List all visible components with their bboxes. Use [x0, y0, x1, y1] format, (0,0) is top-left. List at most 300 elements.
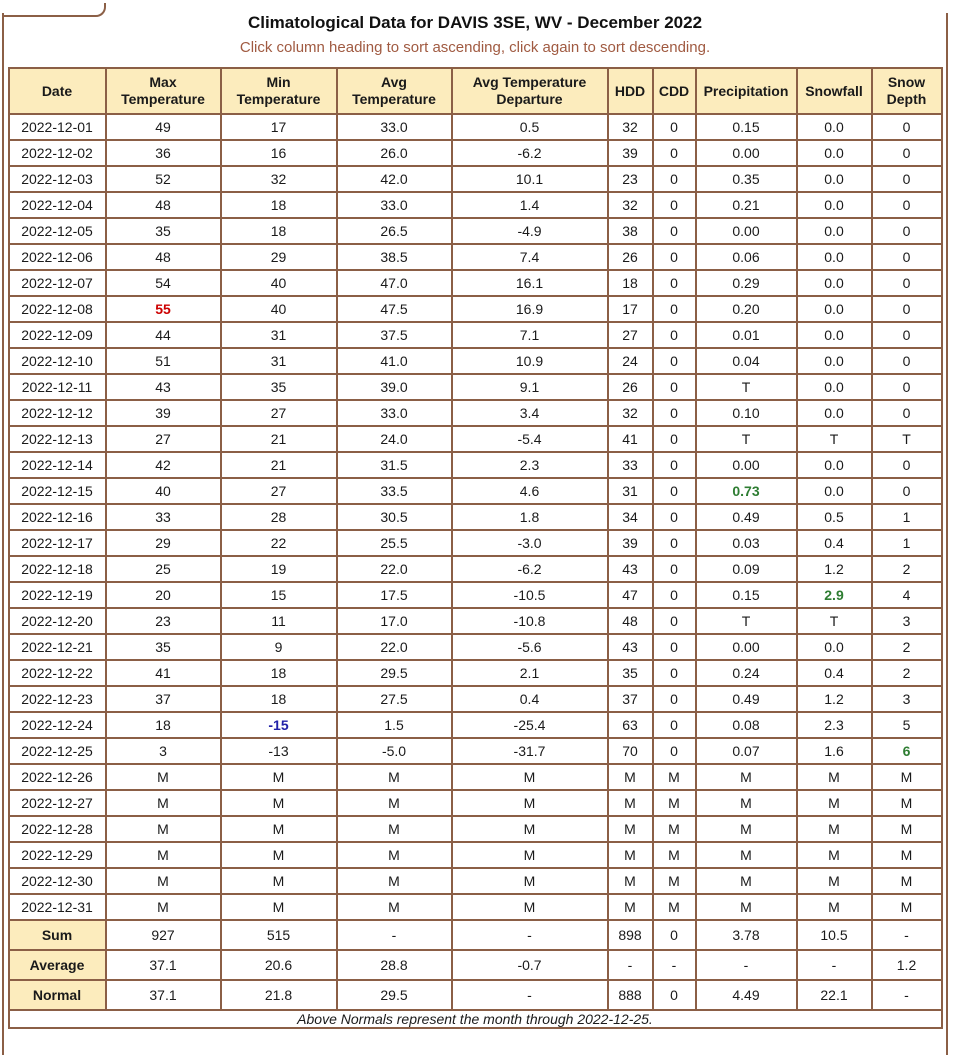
summary-row-normal: [9, 980, 942, 1010]
value-cell: 35: [608, 660, 653, 686]
value-cell: M: [653, 868, 696, 894]
value-cell: 28: [221, 504, 337, 530]
summary-value-cell: -: [608, 950, 653, 980]
value-cell: 37: [608, 686, 653, 712]
value-cell: 48: [608, 608, 653, 634]
value-cell: -31.7: [452, 738, 608, 764]
value-cell: 39: [608, 140, 653, 166]
table-row: [9, 556, 942, 582]
value-cell: 18: [221, 660, 337, 686]
value-cell: 3: [872, 608, 942, 634]
value-cell: 0: [653, 166, 696, 192]
column-header-avg-temperature[interactable]: Avg Temperature: [337, 68, 452, 114]
value-cell: 23: [608, 166, 653, 192]
value-cell: M: [337, 868, 452, 894]
value-cell: 0: [872, 400, 942, 426]
value-cell: M: [608, 790, 653, 816]
value-cell: 1.8: [452, 504, 608, 530]
value-cell: 26: [608, 244, 653, 270]
value-cell: -6.2: [452, 556, 608, 582]
value-cell: -5.6: [452, 634, 608, 660]
value-cell: 0.0: [797, 192, 872, 218]
table-row: [9, 244, 942, 270]
value-cell: 19: [221, 556, 337, 582]
summary-value-cell: 10.5: [797, 920, 872, 950]
value-cell: 0: [872, 296, 942, 322]
value-cell: 6: [872, 738, 942, 764]
value-cell: M: [653, 894, 696, 920]
column-header-hdd[interactable]: HDD: [608, 68, 653, 114]
value-cell: M: [797, 868, 872, 894]
value-cell: M: [221, 764, 337, 790]
value-cell: 0: [653, 218, 696, 244]
value-cell: 31: [608, 478, 653, 504]
value-cell: 0: [653, 530, 696, 556]
value-cell: M: [452, 764, 608, 790]
summary-value-cell: -: [872, 920, 942, 950]
value-cell: 33.0: [337, 114, 452, 140]
value-cell: -5.4: [452, 426, 608, 452]
value-cell: 0: [872, 348, 942, 374]
value-cell: 35: [106, 634, 221, 660]
summary-value-cell: -0.7: [452, 950, 608, 980]
daily-rows: [9, 114, 942, 920]
value-cell: 0: [872, 452, 942, 478]
date-cell: 2022-12-09: [9, 322, 106, 348]
summary-value-cell: -: [452, 920, 608, 950]
table-row: [9, 296, 942, 322]
value-cell: 0: [872, 114, 942, 140]
summary-value-cell: 927: [106, 920, 221, 950]
value-cell: M: [797, 894, 872, 920]
table-row: [9, 348, 942, 374]
summary-value-cell: 21.8: [221, 980, 337, 1010]
value-cell: 37.5: [337, 322, 452, 348]
value-cell: 5: [872, 712, 942, 738]
value-cell: T: [696, 608, 797, 634]
summary-row-average: [9, 950, 942, 980]
value-cell: 0: [872, 478, 942, 504]
value-cell: 20: [106, 582, 221, 608]
value-cell: M: [106, 816, 221, 842]
value-cell: 0: [653, 348, 696, 374]
value-cell: 24: [608, 348, 653, 374]
value-cell: 33.5: [337, 478, 452, 504]
date-cell: 2022-12-21: [9, 634, 106, 660]
value-cell: 21: [221, 452, 337, 478]
value-cell: 0.21: [696, 192, 797, 218]
value-cell: 54: [106, 270, 221, 296]
value-cell: 70: [608, 738, 653, 764]
value-cell: 27: [221, 478, 337, 504]
value-cell: 26: [608, 374, 653, 400]
value-cell: 17: [608, 296, 653, 322]
value-cell: 2.1: [452, 660, 608, 686]
value-cell: 0: [653, 556, 696, 582]
value-cell: 48: [106, 192, 221, 218]
value-cell: 25: [106, 556, 221, 582]
value-cell: M: [452, 868, 608, 894]
table-row: [9, 452, 942, 478]
value-cell: 1.5: [337, 712, 452, 738]
date-cell: 2022-12-06: [9, 244, 106, 270]
table-row: [9, 478, 942, 504]
value-cell: 0: [653, 426, 696, 452]
value-cell: 0: [872, 140, 942, 166]
value-cell: 52: [106, 166, 221, 192]
value-cell: 26.0: [337, 140, 452, 166]
value-cell: 0: [653, 296, 696, 322]
value-cell: 3: [872, 686, 942, 712]
value-cell: -6.2: [452, 140, 608, 166]
value-cell: M: [653, 790, 696, 816]
summary-label: Normal: [9, 980, 106, 1010]
table-header: [9, 68, 942, 114]
summary-label: Average: [9, 950, 106, 980]
value-cell: 27.5: [337, 686, 452, 712]
value-cell: 0.4: [797, 530, 872, 556]
value-cell: M: [106, 790, 221, 816]
value-cell: 42: [106, 452, 221, 478]
value-cell: 0.00: [696, 634, 797, 660]
tab-edge-decoration: [2, 3, 106, 17]
column-header-avg-temperature-departure[interactable]: Avg Temperature Departure: [452, 68, 608, 114]
value-cell: -10.5: [452, 582, 608, 608]
table-row: [9, 322, 942, 348]
summary-value-cell: 20.6: [221, 950, 337, 980]
value-cell: 16.1: [452, 270, 608, 296]
value-cell: M: [797, 816, 872, 842]
value-cell: T: [696, 426, 797, 452]
value-cell: 7.4: [452, 244, 608, 270]
column-header-cdd[interactable]: CDD: [653, 68, 696, 114]
value-cell: M: [653, 842, 696, 868]
value-cell: 22.0: [337, 556, 452, 582]
table-row: [9, 868, 942, 894]
date-cell: 2022-12-08: [9, 296, 106, 322]
value-cell: 0: [653, 504, 696, 530]
value-cell: -4.9: [452, 218, 608, 244]
value-cell: 41.0: [337, 348, 452, 374]
date-cell: 2022-12-20: [9, 608, 106, 634]
summary-value-cell: 29.5: [337, 980, 452, 1010]
value-cell: 0: [653, 114, 696, 140]
value-cell: 0.0: [797, 270, 872, 296]
value-cell: M: [696, 764, 797, 790]
value-cell: M: [337, 764, 452, 790]
table-row: [9, 660, 942, 686]
value-cell: 42.0: [337, 166, 452, 192]
value-cell: 37: [106, 686, 221, 712]
value-cell: 4: [872, 582, 942, 608]
value-cell: 44: [106, 322, 221, 348]
value-cell: T: [696, 374, 797, 400]
table-row: [9, 842, 942, 868]
value-cell: 25.5: [337, 530, 452, 556]
value-cell: 0.35: [696, 166, 797, 192]
value-cell: 27: [221, 400, 337, 426]
value-cell: 0.0: [797, 114, 872, 140]
footnote-text: Above Normals represent the month through 2022-12-25.: [9, 1010, 942, 1028]
table-row: [9, 634, 942, 660]
value-cell: 0: [872, 374, 942, 400]
value-cell: 0: [653, 400, 696, 426]
value-cell: 10.1: [452, 166, 608, 192]
summary-value-cell: 888: [608, 980, 653, 1010]
summary-value-cell: 3.78: [696, 920, 797, 950]
value-cell: 0.4: [452, 686, 608, 712]
value-cell: M: [797, 764, 872, 790]
value-cell: 47: [608, 582, 653, 608]
value-cell: 0: [872, 218, 942, 244]
value-cell: M: [696, 790, 797, 816]
value-cell: 0.09: [696, 556, 797, 582]
value-cell: M: [106, 764, 221, 790]
value-cell: 32: [608, 400, 653, 426]
column-header-precipitation[interactable]: Precipitation: [696, 68, 797, 114]
value-cell: 35: [106, 218, 221, 244]
date-cell: 2022-12-04: [9, 192, 106, 218]
value-cell: 0.00: [696, 218, 797, 244]
table-row: [9, 582, 942, 608]
value-cell: 17.5: [337, 582, 452, 608]
value-cell: 1.4: [452, 192, 608, 218]
date-cell: 2022-12-14: [9, 452, 106, 478]
value-cell: 0: [653, 582, 696, 608]
value-cell: -13: [221, 738, 337, 764]
value-cell: 0.0: [797, 452, 872, 478]
value-cell: 47.0: [337, 270, 452, 296]
value-cell: M: [106, 894, 221, 920]
value-cell: M: [452, 894, 608, 920]
value-cell: 22: [221, 530, 337, 556]
value-cell: 29: [106, 530, 221, 556]
value-cell: 11: [221, 608, 337, 634]
value-cell: 0: [653, 322, 696, 348]
table-row: [9, 816, 942, 842]
summary-value-cell: 0: [653, 980, 696, 1010]
table-row: [9, 192, 942, 218]
date-cell: 2022-12-16: [9, 504, 106, 530]
value-cell: 47.5: [337, 296, 452, 322]
table-row: [9, 712, 942, 738]
value-cell: 0: [653, 244, 696, 270]
date-cell: 2022-12-11: [9, 374, 106, 400]
value-cell: 2.3: [452, 452, 608, 478]
column-header-min-temperature[interactable]: Min Temperature: [221, 68, 337, 114]
value-cell: 0.0: [797, 634, 872, 660]
value-cell: 16: [221, 140, 337, 166]
value-cell: T: [797, 426, 872, 452]
column-header-snow-depth[interactable]: Snow Depth: [872, 68, 942, 114]
value-cell: 0.0: [797, 348, 872, 374]
date-cell: 2022-12-30: [9, 868, 106, 894]
value-cell: T: [872, 426, 942, 452]
value-cell: 0.0: [797, 296, 872, 322]
value-cell: 0.0: [797, 478, 872, 504]
table-row: [9, 894, 942, 920]
value-cell: M: [337, 842, 452, 868]
date-cell: 2022-12-03: [9, 166, 106, 192]
value-cell: 0.0: [797, 244, 872, 270]
value-cell: M: [696, 842, 797, 868]
value-cell: M: [872, 894, 942, 920]
value-cell: 1.2: [797, 556, 872, 582]
summary-value-cell: -: [696, 950, 797, 980]
value-cell: 1.2: [797, 686, 872, 712]
value-cell: 21: [221, 426, 337, 452]
table-row: [9, 608, 942, 634]
value-cell: 0.15: [696, 114, 797, 140]
table-row: [9, 374, 942, 400]
column-header-max-temperature[interactable]: Max Temperature: [106, 68, 221, 114]
summary-value-cell: -: [337, 920, 452, 950]
value-cell: M: [872, 764, 942, 790]
value-cell: M: [452, 842, 608, 868]
value-cell: 33.0: [337, 400, 452, 426]
value-cell: M: [872, 816, 942, 842]
summary-rows: [9, 920, 942, 1010]
value-cell: 16.9: [452, 296, 608, 322]
value-cell: 17.0: [337, 608, 452, 634]
value-cell: 0.0: [797, 322, 872, 348]
value-cell: M: [337, 790, 452, 816]
value-cell: 38: [608, 218, 653, 244]
date-cell: 2022-12-19: [9, 582, 106, 608]
date-cell: 2022-12-05: [9, 218, 106, 244]
value-cell: M: [696, 816, 797, 842]
date-cell: 2022-12-24: [9, 712, 106, 738]
value-cell: M: [653, 764, 696, 790]
value-cell: 41: [106, 660, 221, 686]
value-cell: 55: [106, 296, 221, 322]
value-cell: M: [797, 842, 872, 868]
date-cell: 2022-12-29: [9, 842, 106, 868]
summary-label: Sum: [9, 920, 106, 950]
value-cell: 24.0: [337, 426, 452, 452]
value-cell: 51: [106, 348, 221, 374]
value-cell: 0: [653, 660, 696, 686]
value-cell: M: [452, 816, 608, 842]
column-header-date[interactable]: Date: [9, 68, 106, 114]
value-cell: 18: [221, 192, 337, 218]
value-cell: 29.5: [337, 660, 452, 686]
table-row: [9, 738, 942, 764]
value-cell: M: [221, 868, 337, 894]
value-cell: 0.0: [797, 400, 872, 426]
value-cell: 0.00: [696, 452, 797, 478]
value-cell: 39.0: [337, 374, 452, 400]
value-cell: 22.0: [337, 634, 452, 660]
table-row: [9, 686, 942, 712]
summary-value-cell: 0: [653, 920, 696, 950]
date-cell: 2022-12-25: [9, 738, 106, 764]
value-cell: 32: [221, 166, 337, 192]
value-cell: 40: [106, 478, 221, 504]
table-row: [9, 504, 942, 530]
date-cell: 2022-12-10: [9, 348, 106, 374]
summary-value-cell: -: [452, 980, 608, 1010]
value-cell: 0: [872, 270, 942, 296]
value-cell: 48: [106, 244, 221, 270]
value-cell: 33: [106, 504, 221, 530]
footnote-row-group: [9, 1010, 942, 1028]
climate-data-table: [8, 67, 943, 1029]
value-cell: 0.49: [696, 686, 797, 712]
column-header-snowfall[interactable]: Snowfall: [797, 68, 872, 114]
value-cell: 15: [221, 582, 337, 608]
value-cell: 0: [872, 322, 942, 348]
value-cell: 35: [221, 374, 337, 400]
date-cell: 2022-12-28: [9, 816, 106, 842]
value-cell: 43: [106, 374, 221, 400]
summary-value-cell: 898: [608, 920, 653, 950]
value-cell: 9: [221, 634, 337, 660]
value-cell: 9.1: [452, 374, 608, 400]
table-row: [9, 530, 942, 556]
summary-row-sum: [9, 920, 942, 950]
value-cell: M: [106, 868, 221, 894]
table-row: [9, 426, 942, 452]
value-cell: 1: [872, 504, 942, 530]
value-cell: 18: [221, 218, 337, 244]
value-cell: 30.5: [337, 504, 452, 530]
value-cell: -15: [221, 712, 337, 738]
value-cell: 2.3: [797, 712, 872, 738]
value-cell: M: [608, 816, 653, 842]
value-cell: 0.04: [696, 348, 797, 374]
value-cell: 0.07: [696, 738, 797, 764]
value-cell: 2: [872, 634, 942, 660]
date-cell: 2022-12-27: [9, 790, 106, 816]
value-cell: M: [452, 790, 608, 816]
value-cell: 0.24: [696, 660, 797, 686]
value-cell: 0: [653, 608, 696, 634]
value-cell: 0: [653, 712, 696, 738]
date-cell: 2022-12-15: [9, 478, 106, 504]
value-cell: T: [797, 608, 872, 634]
value-cell: 27: [608, 322, 653, 348]
value-cell: M: [608, 842, 653, 868]
summary-value-cell: -: [872, 980, 942, 1010]
value-cell: M: [797, 790, 872, 816]
value-cell: 26.5: [337, 218, 452, 244]
date-cell: 2022-12-01: [9, 114, 106, 140]
value-cell: M: [872, 842, 942, 868]
value-cell: 0.0: [797, 140, 872, 166]
value-cell: 27: [106, 426, 221, 452]
value-cell: 29: [221, 244, 337, 270]
table-row: [9, 790, 942, 816]
value-cell: 0.03: [696, 530, 797, 556]
value-cell: 31: [221, 322, 337, 348]
value-cell: 0.01: [696, 322, 797, 348]
value-cell: 31: [221, 348, 337, 374]
value-cell: 18: [106, 712, 221, 738]
content-panel: [2, 13, 948, 1055]
value-cell: 17: [221, 114, 337, 140]
value-cell: 0.00: [696, 140, 797, 166]
value-cell: 0: [872, 166, 942, 192]
value-cell: 1: [872, 530, 942, 556]
table-row: [9, 270, 942, 296]
value-cell: M: [337, 816, 452, 842]
value-cell: 23: [106, 608, 221, 634]
page-title: Climatological Data for DAVIS 3SE, WV - December 2022: [247, 13, 703, 32]
date-cell: 2022-12-12: [9, 400, 106, 426]
value-cell: M: [653, 816, 696, 842]
value-cell: 40: [221, 296, 337, 322]
